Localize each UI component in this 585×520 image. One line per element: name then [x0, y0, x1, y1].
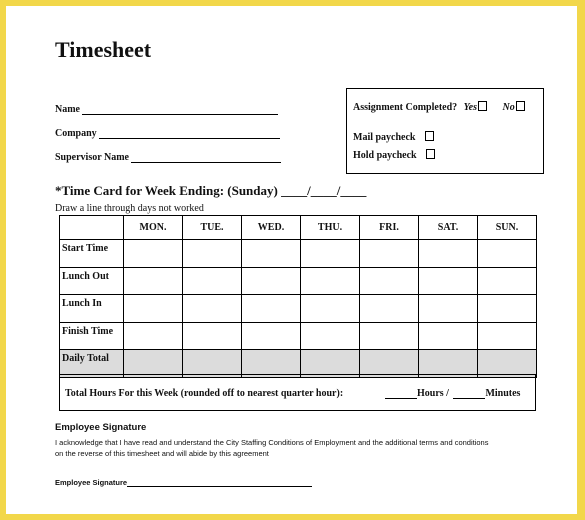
mail-paycheck-checkbox[interactable]: [425, 131, 434, 141]
no-checkbox[interactable]: [516, 101, 525, 111]
table-row: [60, 322, 537, 350]
company-field: [55, 128, 280, 139]
time-entry-cell[interactable]: [124, 295, 183, 323]
yes-label: Yes: [463, 102, 478, 113]
time-entry-cell[interactable]: [242, 295, 301, 323]
signature-input-line[interactable]: [127, 478, 312, 487]
time-entry-cell: [183, 350, 242, 378]
name-label: Name: [55, 104, 80, 115]
employee-signature-heading: Employee Signature: [55, 422, 147, 433]
time-entry-cell[interactable]: [419, 295, 478, 323]
mail-paycheck-label: Mail paycheck: [353, 132, 416, 143]
time-entry-cell[interactable]: [242, 322, 301, 350]
time-entry-cell[interactable]: [301, 267, 360, 295]
supervisor-input-line[interactable]: [131, 152, 281, 163]
time-entry-cell[interactable]: [478, 295, 537, 323]
hold-paycheck-label: Hold paycheck: [353, 150, 417, 161]
time-entry-cell[interactable]: [360, 322, 419, 350]
time-entry-cell[interactable]: [360, 240, 419, 268]
time-entry-cell: [124, 350, 183, 378]
supervisor-field: [55, 152, 281, 163]
assignment-completed-label: Assignment Completed?: [353, 102, 458, 113]
time-entry-cell: [301, 350, 360, 378]
total-hours-label: Total Hours For this Week (rounded off to nearest quarter hour):: [65, 388, 344, 399]
week-ending-heading: *Time Card for Week Ending: (Sunday) ____/____/____: [55, 183, 367, 198]
time-entry-cell[interactable]: [124, 322, 183, 350]
corner-header-cell: [60, 216, 124, 240]
hours-text: Hours /: [417, 388, 449, 399]
hours-minutes-entry: [385, 388, 520, 399]
days-not-worked-note: Draw a line through days not worked: [55, 203, 204, 214]
hours-input-line[interactable]: [385, 389, 417, 399]
time-entry-cell[interactable]: [419, 240, 478, 268]
yes-checkbox[interactable]: [478, 101, 487, 111]
time-entry-cell[interactable]: [419, 267, 478, 295]
time-entry-cell[interactable]: [124, 240, 183, 268]
time-entry-cell[interactable]: [360, 295, 419, 323]
company-label: Company: [55, 128, 97, 139]
time-entry-cell: [478, 350, 537, 378]
assignment-completed-row: [353, 101, 525, 113]
time-entry-cell[interactable]: [124, 267, 183, 295]
hold-paycheck-checkbox[interactable]: [426, 149, 435, 159]
hold-paycheck-row: [353, 149, 435, 161]
day-header-wed: WED.: [242, 216, 301, 240]
no-label: No: [502, 102, 515, 113]
timecard-table: [59, 215, 537, 378]
time-entry-cell[interactable]: [478, 240, 537, 268]
supervisor-label: Supervisor Name: [55, 152, 129, 163]
time-entry-cell[interactable]: [183, 295, 242, 323]
table-row: [60, 350, 537, 378]
time-entry-cell[interactable]: [183, 240, 242, 268]
day-header-sat: SAT.: [419, 216, 478, 240]
row-label: Start Time: [60, 240, 124, 268]
acknowledgement-line-2: on the reverse of this timesheet and will abide by this agreement: [55, 449, 269, 458]
timesheet-page: [6, 6, 577, 514]
time-entry-cell[interactable]: [183, 322, 242, 350]
day-header-mon: MON.: [124, 216, 183, 240]
signature-row: [55, 478, 312, 487]
row-label: Lunch In: [60, 295, 124, 323]
time-entry-cell: [360, 350, 419, 378]
signature-label: Employee Signature: [55, 478, 128, 487]
time-entry-cell: [242, 350, 301, 378]
name-field: [55, 104, 278, 115]
time-entry-cell[interactable]: [419, 322, 478, 350]
table-row: [60, 295, 537, 323]
day-header-sun: SUN.: [478, 216, 537, 240]
mail-paycheck-row: [353, 131, 434, 143]
time-entry-cell[interactable]: [478, 322, 537, 350]
minutes-input-line[interactable]: [453, 389, 485, 399]
time-entry-cell[interactable]: [242, 267, 301, 295]
table-row: [60, 240, 537, 268]
table-header-row: [60, 216, 537, 240]
name-input-line[interactable]: [82, 104, 278, 115]
day-header-fri: FRI.: [360, 216, 419, 240]
page-title: Timesheet: [55, 37, 152, 62]
time-entry-cell[interactable]: [301, 322, 360, 350]
row-label: Finish Time: [60, 322, 124, 350]
assignment-box: [346, 88, 544, 174]
minutes-text: Minutes: [485, 388, 521, 399]
time-entry-cell[interactable]: [360, 267, 419, 295]
day-header-thu: THU.: [301, 216, 360, 240]
company-input-line[interactable]: [99, 128, 280, 139]
time-entry-cell[interactable]: [478, 267, 537, 295]
time-entry-cell: [419, 350, 478, 378]
acknowledgement-text: [55, 437, 555, 459]
day-header-tue: TUE.: [183, 216, 242, 240]
time-entry-cell[interactable]: [301, 295, 360, 323]
time-entry-cell[interactable]: [183, 267, 242, 295]
time-entry-cell[interactable]: [242, 240, 301, 268]
total-hours-box: [59, 374, 536, 411]
row-label: Lunch Out: [60, 267, 124, 295]
row-label: Daily Total: [60, 350, 124, 378]
acknowledgement-line-1: I acknowledge that I have read and understand the City Staffing Conditions of Employment and the additional terms and conditions: [55, 438, 489, 447]
time-entry-cell[interactable]: [301, 240, 360, 268]
table-row: [60, 267, 537, 295]
